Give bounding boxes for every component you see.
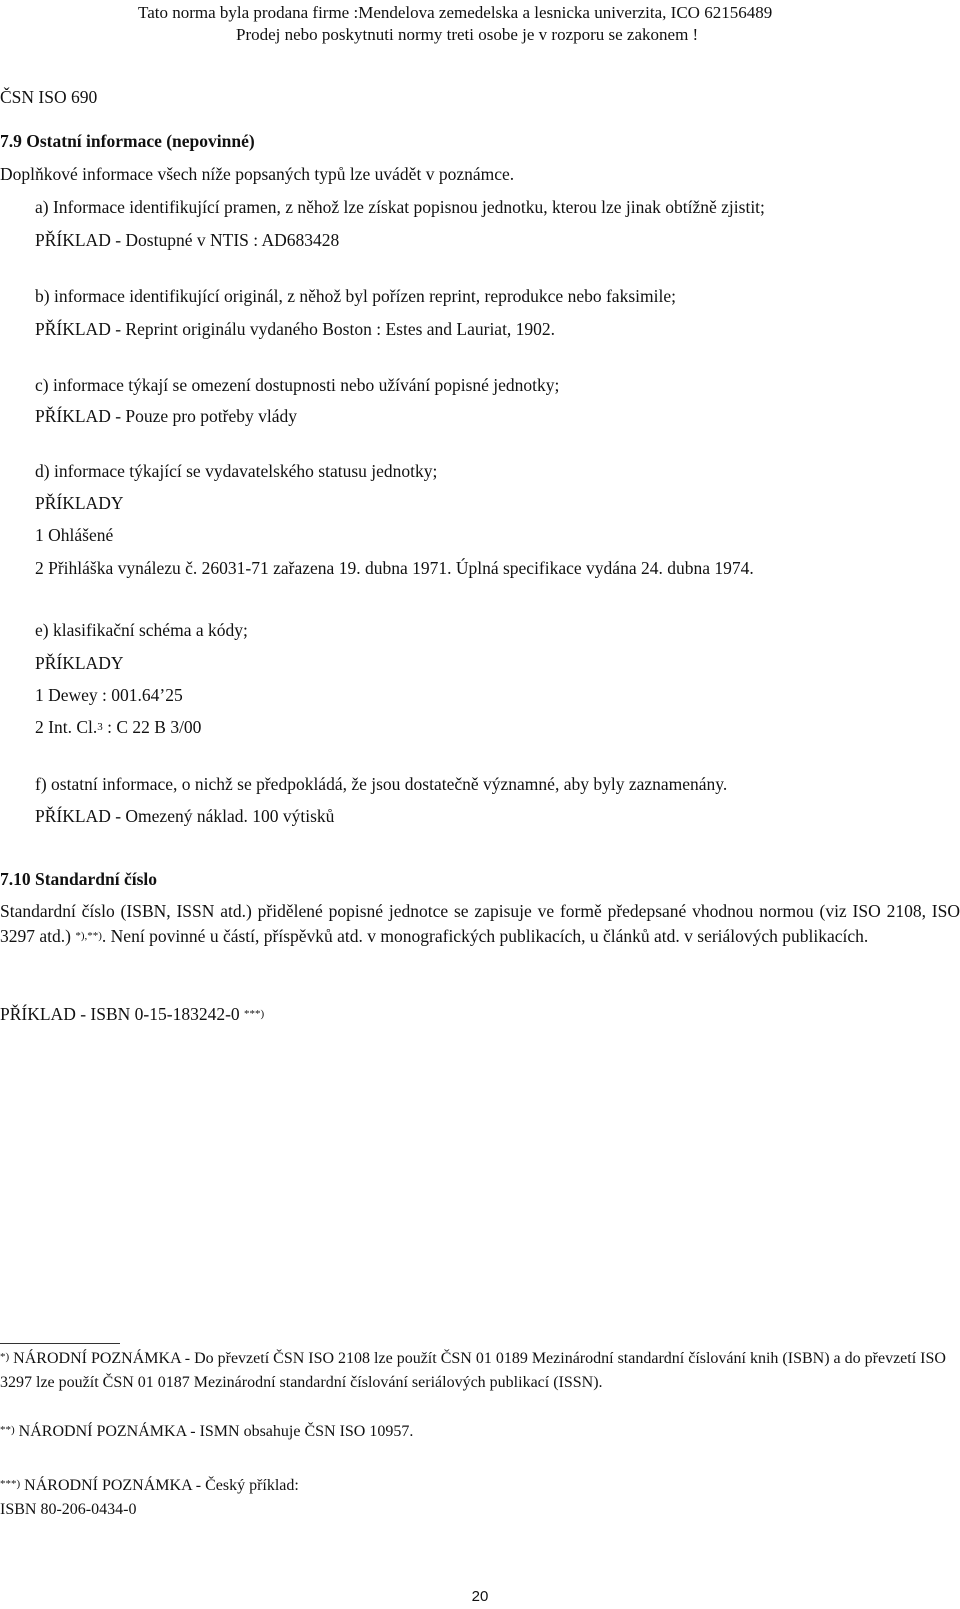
section-intro: Doplňkové informace všech níže popsaných typů lze uvádět v poznámce. bbox=[0, 164, 515, 184]
footnote-1 bbox=[0, 1347, 960, 1395]
item-d-example-1: 1 Ohlášené bbox=[35, 525, 114, 545]
item-d-example-2: 2 Přihláška vynálezu č. 26031-71 zařazena 19. dubna 1971. Úplná specifikace vydána 24. dubna 1974. bbox=[35, 558, 754, 578]
sale-notice-line-2: Prodej nebo poskytnuti normy treti osobe je v rozporu se zakonem ! bbox=[236, 25, 699, 44]
paragraph-part-2: . Není povinné u částí, příspěvků atd. v monografických publikacích, u článků atd. v seriálových publikacích. bbox=[101, 925, 869, 946]
isbn-example-text: PŘÍKLAD - ISBN 0-15-183242-0 bbox=[0, 1004, 240, 1024]
footnote-1-mark: *) bbox=[0, 1351, 10, 1363]
item-e-examples-label: PŘÍKLADY bbox=[35, 653, 124, 673]
sale-notice-line-1: Tato norma byla prodana firme :Mendelova zemedelska a lesnicka univerzita, ICO 62156489 bbox=[138, 3, 773, 22]
item-e-example-2-suffix: : C 22 B 3/00 bbox=[102, 717, 202, 737]
item-a-example: PŘÍKLAD - Dostupné v NTIS : AD683428 bbox=[35, 230, 340, 250]
item-b-example: PŘÍKLAD - Reprint originálu vydaného Boston : Estes and Lauriat, 1902. bbox=[35, 319, 556, 339]
footnote-2 bbox=[0, 1420, 960, 1444]
document-id: ČSN ISO 690 bbox=[0, 87, 98, 107]
item-e-example-2-superscript: 3 bbox=[97, 721, 103, 733]
footnote-2-mark: **) bbox=[0, 1424, 15, 1436]
item-c-text: c) informace týkají se omezení dostupnosti nebo užívání popisné jednotky; bbox=[35, 375, 560, 395]
footnote-3-example: ISBN 80-206-0434-0 bbox=[0, 1501, 137, 1518]
footnote-1-text: NÁRODNÍ POZNÁMKA - Do převzetí ČSN ISO 2108 lze použít ČSN 01 0189 Mezinárodní standardní číslování knih (ISBN) a do převzetí ISO 3297 lze použít ČSN 01 0187 Mezinárodní standardní číslování seriálových publikací (ISSN). bbox=[0, 1350, 946, 1391]
footnote-3 bbox=[0, 1474, 960, 1498]
section-heading-7-10: 7.10 Standardní číslo bbox=[0, 869, 158, 889]
item-f-example: PŘÍKLAD - Omezený náklad. 100 výtisků bbox=[35, 806, 335, 826]
footnote-ref-3: ***) bbox=[244, 1008, 265, 1020]
item-f-text: f) ostatní informace, o nichž se předpokládá, že jsou dostatečně významné, aby byly zaznamenány. bbox=[35, 774, 728, 794]
item-c-example: PŘÍKLAD - Pouze pro potřeby vlády bbox=[35, 406, 297, 426]
footnote-3-text: NÁRODNÍ POZNÁMKA - Český příklad: bbox=[20, 1477, 299, 1494]
item-e-example-2 bbox=[35, 716, 201, 738]
standard-number-paragraph bbox=[0, 899, 960, 948]
footnote-ref-1-2: *),**) bbox=[75, 929, 102, 942]
item-d-text: d) informace týkající se vydavatelského statusu jednotky; bbox=[35, 461, 438, 481]
item-d-examples-label: PŘÍKLADY bbox=[35, 493, 124, 513]
isbn-example bbox=[0, 1003, 264, 1025]
paragraph-part-1: Standardní číslo (ISBN, ISSN atd.) přidělené popisné jednotce se zapisuje ve formě předepsané vhodnou normou (viz ISO 2108, ISO 3297 atd.) bbox=[0, 901, 960, 946]
item-a-text: a) Informace identifikující pramen, z něhož lze získat popisnou jednotku, kterou lze jinak obtížně zjistit; bbox=[35, 197, 765, 217]
footnote-2-text: NÁRODNÍ POZNÁMKA - ISMN obsahuje ČSN ISO 10957. bbox=[14, 1423, 414, 1440]
item-e-example-1: 1 Dewey : 001.64’25 bbox=[35, 685, 183, 705]
item-b-text: b) informace identifikující originál, z něhož byl pořízen reprint, reprodukce nebo faksimile; bbox=[35, 286, 676, 306]
section-heading-7-9: 7.9 Ostatní informace (nepovinné) bbox=[0, 131, 255, 151]
item-e-example-2-prefix: 2 Int. Cl. bbox=[35, 717, 98, 737]
footnote-separator bbox=[0, 1343, 120, 1344]
item-e-text: e) klasifikační schéma a kódy; bbox=[35, 620, 248, 640]
footnote-3-mark: ***) bbox=[0, 1478, 21, 1490]
page-number: 20 bbox=[471, 1588, 489, 1605]
